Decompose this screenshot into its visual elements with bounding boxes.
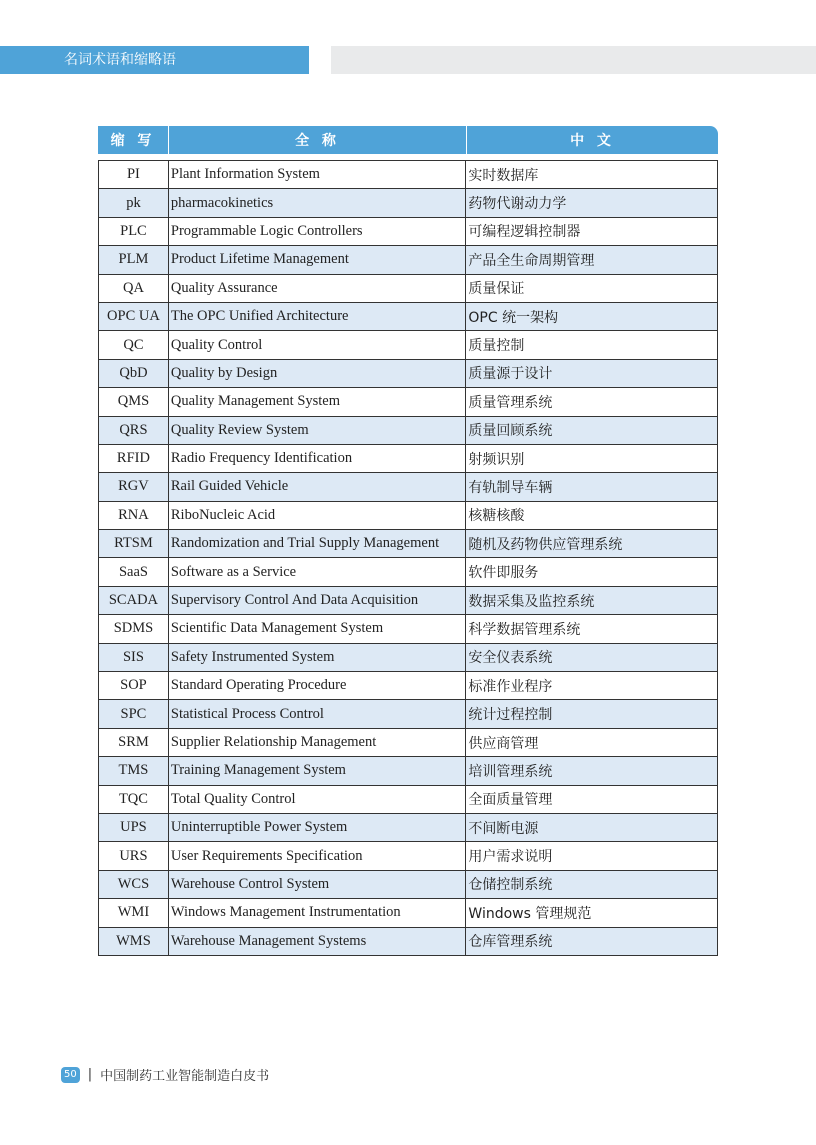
full-name-cell: Software as a Service [169,558,467,586]
table-row [99,871,718,899]
chinese-name-cell: 培训管理系统 [466,757,718,785]
abbreviation-cell: WMS [99,928,169,956]
header-full-name: 全 称 [168,126,466,154]
chinese-name-cell: 质量管理系统 [466,388,718,416]
chinese-name-cell: 安全仪表系统 [466,644,718,672]
chinese-name-cell: OPC 统一架构 [466,303,718,331]
full-name-cell: pharmacokinetics [169,189,467,217]
table-row [99,615,718,643]
abbreviation-cell: PLM [99,246,169,274]
abbreviation-cell: SCADA [99,587,169,615]
chinese-name-cell: 供应商管理 [466,729,718,757]
chinese-name-cell: 质量保证 [466,275,718,303]
abbreviation-cell: SDMS [99,615,169,643]
abbreviation-cell: OPC UA [99,303,169,331]
full-name-cell: Quality Assurance [169,275,467,303]
table-row [99,360,718,388]
footer-separator: | [87,1067,93,1082]
table-row [99,587,718,615]
chinese-name-cell: 随机及药物供应管理系统 [466,530,718,558]
table-row [99,757,718,785]
full-name-cell: Warehouse Control System [169,871,467,899]
abbreviation-cell: PI [99,161,169,189]
abbreviation-cell: SaaS [99,558,169,586]
full-name-cell: Quality Review System [169,417,467,445]
chinese-name-cell: 数据采集及监控系统 [466,587,718,615]
chinese-name-cell: 标准作业程序 [466,672,718,700]
full-name-cell: The OPC Unified Architecture [169,303,467,331]
full-name-cell: Standard Operating Procedure [169,672,467,700]
abbreviation-cell: RGV [99,473,169,501]
table-body [98,160,718,956]
chinese-name-cell: 质量回顾系统 [466,417,718,445]
chinese-name-cell: 可编程逻辑控制器 [466,218,718,246]
table-row [99,445,718,473]
abbreviation-cell: WCS [99,871,169,899]
table-row [99,842,718,870]
abbreviation-cell: TMS [99,757,169,785]
abbreviation-cell: UPS [99,814,169,842]
table-row [99,729,718,757]
table-row [99,558,718,586]
abbreviation-table [98,126,718,956]
chinese-name-cell: 统计过程控制 [466,700,718,728]
table-row [99,786,718,814]
abbreviation-cell: URS [99,842,169,870]
chinese-name-cell: Windows 管理规范 [466,899,718,927]
full-name-cell: Uninterruptible Power System [169,814,467,842]
full-name-cell: Rail Guided Vehicle [169,473,467,501]
full-name-cell: Product Lifetime Management [169,246,467,274]
chinese-name-cell: 产品全生命周期管理 [466,246,718,274]
full-name-cell: Supervisory Control And Data Acquisition [169,587,467,615]
abbreviation-cell: SIS [99,644,169,672]
table-row [99,530,718,558]
chinese-name-cell: 质量源于设计 [466,360,718,388]
table-row [99,417,718,445]
header-decor-bar [331,46,816,74]
chinese-name-cell: 核糖核酸 [466,502,718,530]
abbreviation-cell: QRS [99,417,169,445]
abbreviation-cell: QMS [99,388,169,416]
section-title-bar [0,46,309,74]
full-name-cell: Windows Management Instrumentation [169,899,467,927]
table-header [98,126,718,154]
table-row [99,644,718,672]
full-name-cell: Warehouse Management Systems [169,928,467,956]
header-abbreviation: 缩 写 [110,133,156,149]
chinese-name-cell: 科学数据管理系统 [466,615,718,643]
header-chinese: 中 文 [466,126,718,154]
table-row [99,814,718,842]
abbreviation-cell: PLC [99,218,169,246]
table-row [99,700,718,728]
table-row [99,246,718,274]
abbreviation-cell: SOP [99,672,169,700]
page-number: 50 [61,1067,80,1083]
full-name-cell: Programmable Logic Controllers [169,218,467,246]
abbreviation-cell: SRM [99,729,169,757]
abbreviation-cell: SPC [99,700,169,728]
table-row [99,331,718,359]
full-name-cell: Quality Management System [169,388,467,416]
full-name-cell: Quality by Design [169,360,467,388]
table-row [99,303,718,331]
abbreviation-cell: TQC [99,786,169,814]
full-name-cell: Total Quality Control [169,786,467,814]
table-row [99,275,718,303]
table-row [99,899,718,927]
chinese-name-cell: 仓库管理系统 [466,928,718,956]
full-name-cell: Supplier Relationship Management [169,729,467,757]
abbreviation-cell: RTSM [99,530,169,558]
chinese-name-cell: 用户需求说明 [466,842,718,870]
abbreviation-cell: QbD [99,360,169,388]
table-row [99,672,718,700]
abbreviation-cell: RNA [99,502,169,530]
full-name-cell: User Requirements Specification [169,842,467,870]
full-name-cell: Plant Information System [169,161,467,189]
section-title: 名词术语和缩略语 [64,52,176,68]
chinese-name-cell: 仓储控制系统 [466,871,718,899]
abbreviation-cell: RFID [99,445,169,473]
table-row [99,473,718,501]
full-name-cell: Safety Instrumented System [169,644,467,672]
full-name-cell: Quality Control [169,331,467,359]
full-name-cell: Statistical Process Control [169,700,467,728]
chinese-name-cell: 射频识别 [466,445,718,473]
table-row [99,161,718,189]
full-name-cell: Randomization and Trial Supply Management [169,530,467,558]
abbreviation-cell: QA [99,275,169,303]
table-row [99,388,718,416]
chinese-name-cell: 软件即服务 [466,558,718,586]
full-name-cell: RiboNucleic Acid [169,502,467,530]
abbreviation-cell: QC [99,331,169,359]
full-name-cell: Training Management System [169,757,467,785]
chinese-name-cell: 全面质量管理 [466,786,718,814]
chinese-name-cell: 有轨制导车辆 [466,473,718,501]
table-row [99,502,718,530]
abbreviation-cell: pk [99,189,169,217]
chinese-name-cell: 药物代谢动力学 [466,189,718,217]
abbreviation-cell: WMI [99,899,169,927]
page-footer [61,1065,269,1084]
full-name-cell: Scientific Data Management System [169,615,467,643]
table-row [99,189,718,217]
book-title: 中国制药工业智能制造白皮书 [100,1069,270,1084]
table-row [99,218,718,246]
chinese-name-cell: 质量控制 [466,331,718,359]
table-row [99,928,718,956]
full-name-cell: Radio Frequency Identification [169,445,467,473]
chinese-name-cell: 实时数据库 [466,161,718,189]
chinese-name-cell: 不间断电源 [466,814,718,842]
